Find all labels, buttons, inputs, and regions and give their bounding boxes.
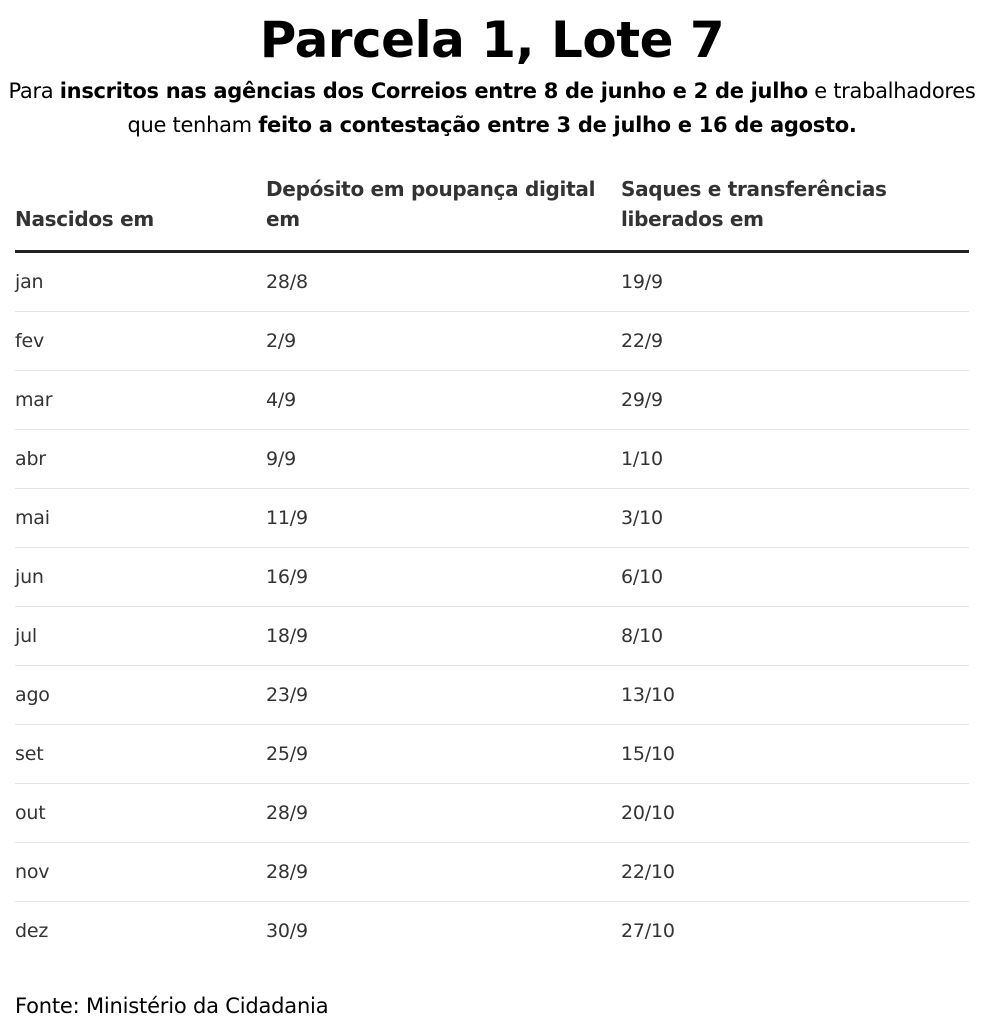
cell-withdraw: 29/9 [621,389,663,411]
cell-month: set [15,743,44,765]
table-row [15,371,969,430]
cell-deposit: 23/9 [266,684,308,706]
cell-withdraw: 27/10 [621,920,675,942]
table-row [15,902,969,960]
cell-month: jan [15,271,44,293]
cell-month: fev [15,330,45,352]
cell-deposit: 25/9 [266,743,308,765]
cell-withdraw: 22/9 [621,330,663,352]
subtitle-line1-start: Para [8,79,60,103]
cell-deposit: 11/9 [266,507,308,529]
cell-withdraw: 20/10 [621,802,675,824]
cell-month: jun [15,566,44,588]
table-row [15,430,969,489]
cell-deposit: 4/9 [266,389,296,411]
table-row [15,784,969,843]
source-note: Fonte: Ministério da Cidadania [15,994,329,1018]
cell-withdraw: 1/10 [621,448,663,470]
subtitle [0,74,984,142]
cell-month: jul [15,625,37,647]
table-row [15,607,969,666]
cell-month: mai [15,507,50,529]
table-row [15,843,969,902]
cell-deposit: 28/9 [266,861,308,883]
cell-deposit: 28/9 [266,802,308,824]
cell-withdraw: 6/10 [621,566,663,588]
cell-month: nov [15,861,50,883]
header-born: Nascidos em [15,207,154,231]
cell-deposit: 28/8 [266,271,308,293]
cell-month: ago [15,684,50,706]
cell-month: abr [15,448,46,470]
subtitle-line2-bold: feito a contestação entre 3 de julho e 16 de agosto. [258,113,857,137]
table-row [15,725,969,784]
table-row [15,489,969,548]
subtitle-line1-bold: inscritos nas agências dos Correios entre 8 de junho e 2 de julho [59,79,808,103]
cell-deposit: 9/9 [266,448,296,470]
table-row [15,548,969,607]
header-withdraw: Saques e transferências liberados em [621,177,887,231]
cell-deposit: 16/9 [266,566,308,588]
cell-month: dez [15,920,49,942]
header-deposit: Depósito em poupança digital em [266,177,596,231]
cell-month: out [15,802,46,824]
cell-deposit: 30/9 [266,920,308,942]
table-row [15,666,969,725]
page-title: Parcela 1, Lote 7 [259,11,725,69]
cell-withdraw: 3/10 [621,507,663,529]
cell-month: mar [15,389,53,411]
table-row [15,253,969,312]
table-row [15,312,969,371]
cell-withdraw: 15/10 [621,743,675,765]
schedule-table [15,170,969,960]
cell-withdraw: 19/9 [621,271,663,293]
cell-withdraw: 8/10 [621,625,663,647]
subtitle-line2-start: que tenham [127,113,259,137]
table-header [15,170,969,253]
cell-deposit: 18/9 [266,625,308,647]
cell-deposit: 2/9 [266,330,296,352]
table-body [15,253,969,960]
subtitle-line1-end: e trabalhadores [807,79,976,103]
cell-withdraw: 13/10 [621,684,675,706]
cell-withdraw: 22/10 [621,861,675,883]
